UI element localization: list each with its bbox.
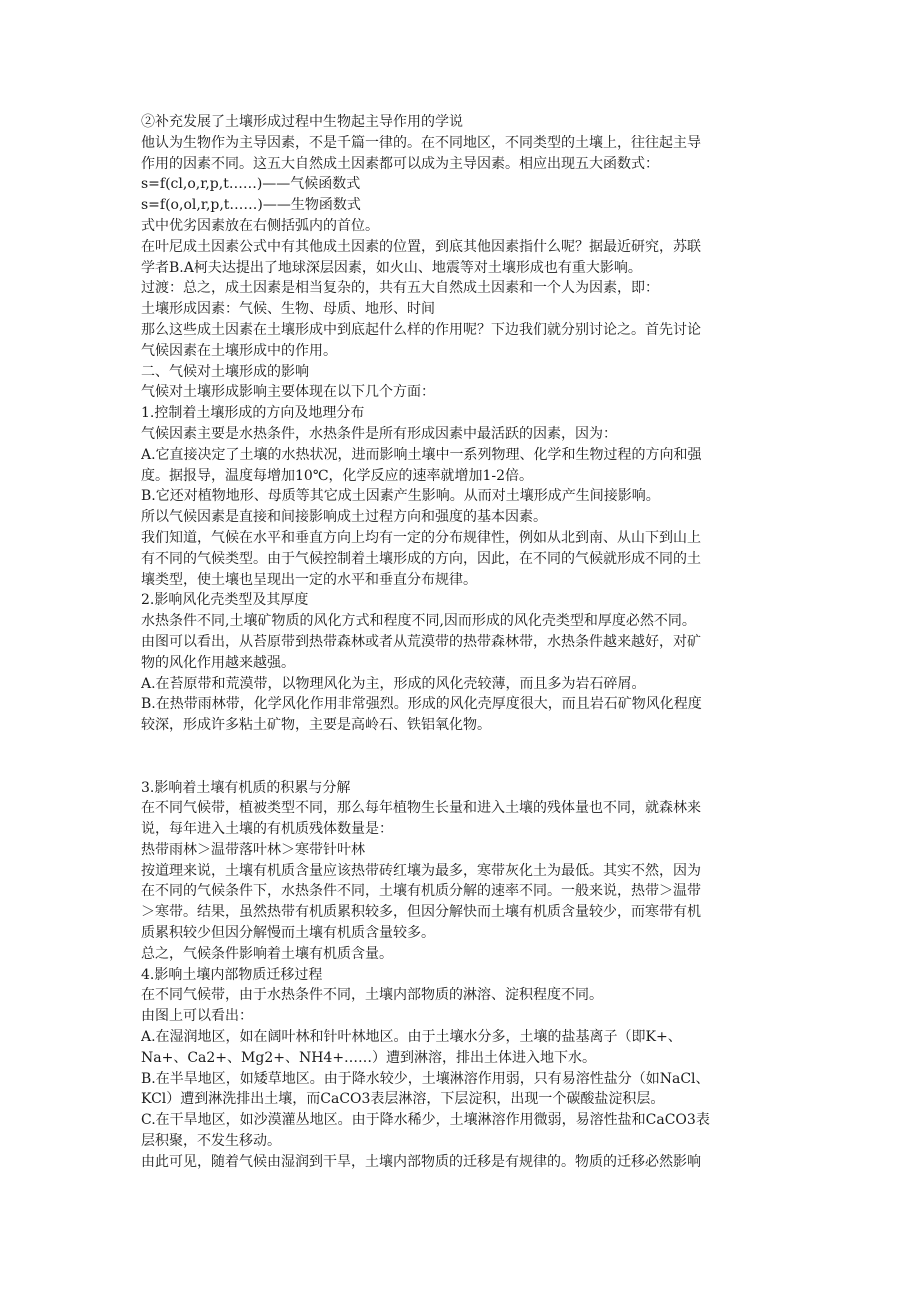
text-line: A.在苔原带和荒漠带，以物理风化为主，形成的风化壳较薄，而且多为岩石碎屑。 bbox=[141, 675, 646, 692]
text-line: 气候因素在土壤形成中的作用。 bbox=[141, 342, 337, 359]
text-line: 水热条件不同,土壤矿物质的风化方式和程度不同,因而形成的风化壳类型和厚度必然不同。 bbox=[141, 613, 696, 630]
text-line: 他认为生物作为主导因素，不是千篇一律的。在不同地区，不同类型的土壤上，往往起主导 bbox=[141, 134, 701, 151]
text-line: 学者B.A柯夫达提出了地球深层因素，如火山、地震等对土壤形成也有重大影响。 bbox=[141, 259, 642, 276]
text-line: KCl）遭到淋洗排出土壤，而CaCO3表层淋溶，下层淀积，出现一个碳酸盐淀积层。 bbox=[141, 1091, 665, 1108]
text-line: 由图上可以看出： bbox=[141, 1008, 253, 1025]
text-line: Na+、Ca2+、Mg2+、NH4+……）遭到淋溶，排出土体进入地下水。 bbox=[141, 1049, 597, 1066]
text-line: 作用的因素不同。这五大自然成土因素都可以成为主导因素。相应出现五大函数式： bbox=[141, 155, 659, 172]
text-line: 在不同气候带，植被类型不同，那么每年植物生长量和进入土壤的残体量也不同，就森林来 bbox=[141, 800, 701, 817]
text-line: 说，每年进入土壤的有机质残体数量是： bbox=[141, 821, 393, 838]
text-line: 气候对土壤形成影响主要体现在以下几个方面： bbox=[141, 384, 435, 401]
text-line: 过渡：总之，成土因素是相当复杂的，共有五大自然成土因素和一个人为因素，即： bbox=[141, 280, 659, 297]
text-line: ＞寒带。结果，虽然热带有机质累积较多，但因分解快而土壤有机质含量较少，而寒带有机 bbox=[141, 904, 701, 921]
text-line: B.在热带雨林带，化学风化作用非常强烈。形成的风化壳厚度很大，而且岩石矿物风化程度 bbox=[141, 696, 702, 713]
text-line: 物的风化作用越来越强。 bbox=[141, 654, 295, 671]
text-line: 质累积较少但因分解慢而土壤有机质含量较多。 bbox=[141, 925, 435, 942]
text-line: 由图可以看出，从苔原带到热带森林或者从荒漠带的热带森林带，水热条件越来越好，对矿 bbox=[141, 633, 701, 650]
heading-biological-theory: ②补充发展了土壤形成过程中生物起主导作用的学说 bbox=[141, 114, 463, 130]
text-line: 在不同气候带，由于水热条件不同，土壤内部物质的淋溶、淀积程度不同。 bbox=[141, 987, 603, 1004]
text-line: 按道理来说，土壤有机质含量应该热带砖红壤为最多，寒带灰化土为最低。其实不然，因为 bbox=[141, 862, 701, 879]
text-line: C.在干旱地区，如沙漠灌丛地区。由于降水稀少，土壤淋溶作用微弱，易溶性盐和CaCO3表 bbox=[141, 1112, 710, 1129]
text-line: 气候因素主要是水热条件，水热条件是所有形成因素中最活跃的因素，因为： bbox=[141, 425, 617, 442]
text-line: 度。据报导，温度每增加10℃，化学反应的速率就增加1-2倍。 bbox=[141, 467, 534, 484]
subheading-direction-distribution: 1.控制着土壤形成的方向及地理分布 bbox=[141, 405, 365, 422]
paragraph-gap bbox=[141, 736, 786, 778]
subheading-organic-matter: 3.影响着土壤有机质的积累与分解 bbox=[141, 779, 351, 796]
text-line: B.它还对植物地形、母质等其它成土因素产生影响。从而对土壤形成产生间接影响。 bbox=[141, 488, 660, 505]
text-line: 由此可见，随着气候由湿润到干旱，土壤内部物质的迁移是有规律的。物质的迁移必然影响 bbox=[141, 1153, 701, 1170]
formula-biological-function: s=f(o,ol,r,p,t……)——生物函数式 bbox=[141, 197, 361, 214]
text-line: 所以气候因素是直接和间接影响成土过程方向和强度的基本因素。 bbox=[141, 509, 547, 526]
text-line: B.在半旱地区，如矮草地区。由于降水较少，土壤淋溶作用弱，只有易溶性盐分（如NaCl、 bbox=[141, 1070, 710, 1087]
text-line: 那么这些成土因素在土壤形成中到底起什么样的作用呢？下边我们就分别讨论之。首先讨论 bbox=[141, 321, 701, 338]
text-line: 壤类型，使土壤也呈现出一定的水平和垂直分布规律。 bbox=[141, 571, 477, 588]
text-line: 在不同的气候条件下，水热条件不同，土壤有机质分解的速率不同。一般来说，热带＞温带 bbox=[141, 883, 701, 900]
text-section-climate-weathering bbox=[141, 112, 786, 736]
document-page bbox=[141, 112, 786, 1173]
text-line: 有不同的气候类型。由于气候控制着土壤形成的方向，因此，在不同的气候就形成不同的土 bbox=[141, 550, 701, 567]
text-line: 式中优劣因素放在右侧括弧内的首位。 bbox=[141, 217, 379, 234]
subheading-weathering-crust: 2.影响风化壳类型及其厚度 bbox=[141, 592, 309, 609]
text-line: 总之，气候条件影响着土壤有机质含量。 bbox=[141, 945, 393, 962]
section-heading-climate: 二、气候对土壤形成的影响 bbox=[141, 363, 309, 380]
subheading-material-migration: 4.影响土壤内部物质迁移过程 bbox=[141, 966, 323, 983]
text-line: 我们知道，气候在水平和垂直方向上均有一定的分布规律性，例如从北到南、从山下到山上 bbox=[141, 529, 701, 546]
text-line: A.在湿润地区，如在阔叶林和针叶林地区。由于土壤水分多，土壤的盐基离子（即K+、 bbox=[141, 1029, 682, 1046]
text-line: 土壤形成因素：气候、生物、母质、地形、时间 bbox=[141, 301, 435, 318]
text-line: 在叶尼成土因素公式中有其他成土因素的位置，到底其他因素指什么呢？据最近研究，苏联 bbox=[141, 238, 701, 255]
text-line: 较深，形成许多粘土矿物，主要是高岭石、铁铝氧化物。 bbox=[141, 717, 491, 734]
text-line: 热带雨林＞温带落叶林＞寒带针叶林 bbox=[141, 841, 365, 858]
formula-climate-function: s=f(cl,o,r,p,t……)——气候函数式 bbox=[141, 176, 361, 193]
text-line: 层积聚，不发生移动。 bbox=[141, 1133, 281, 1150]
text-line: A.它直接决定了土壤的水热状况，进而影响土壤中一系列物理、化学和生物过程的方向和强 bbox=[141, 446, 702, 463]
text-section-organic-matter-migration bbox=[141, 778, 786, 1173]
